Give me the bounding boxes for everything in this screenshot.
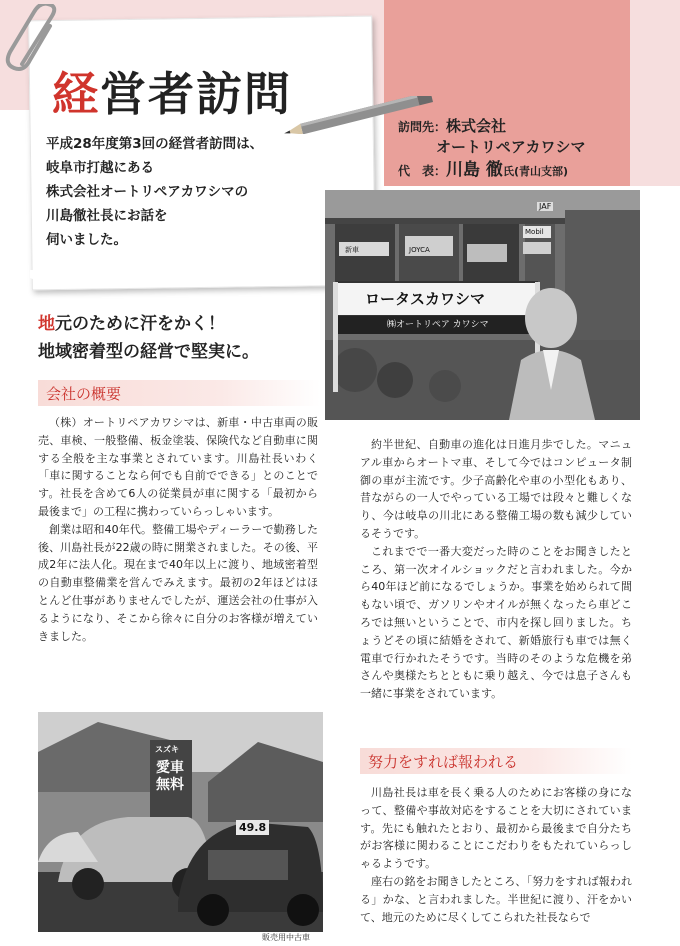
banner-brand: スズキ [155,745,179,754]
intro-text [46,132,346,252]
headline [38,310,259,366]
intro-line: 岐阜市打越にある [46,160,154,176]
effort-text [360,784,632,926]
intro-line: 川島徹社長にお話を [46,208,168,224]
visit-label: 訪問先： [398,120,447,134]
window-sign: 新車 [345,246,359,254]
window-sign: Mobil [525,228,544,236]
company-name-2: オートリペアカワシマ [436,138,586,156]
price-tag: 49.8 [236,820,269,835]
paragraph: 川島社長は車を長く乗る人のためにお客様の身になって、整備や事故対応をすることを大切にされています。先にも触れたとおり、最初から最後まで自分たちがお客様に関わることにこだわりをもたれていらっしゃるようです。 [360,786,632,871]
used-car-photo [38,712,323,932]
paragraph: 約半世紀、自動車の進化は日進月歩でした。マニュアル車からオートマ車、そして今ではコンピュータ制御の車が主流です。少子高齢化や車の小型化もあり、昔ながらの一人でやっている工場では段々と難しくなり、今は岐阜の川北にある整備工場の数も減少しているそうです。 [360,438,632,540]
title-first-char: 経 [52,67,100,121]
window-sign: JAF [539,202,552,211]
page-title [52,58,292,124]
car-lot-illustration [38,712,323,932]
headline-line2: 地域密着型の経営で堅実に。 [38,342,259,362]
rep-label: 代 表： [398,164,447,178]
company-name-1: 株式会社 [446,117,507,135]
rep-name: 川島 徹 [446,160,503,180]
paragraph: （株）オートリペアカワシマは、新車・中古車両の販売、車検、一般整備、板金塗装、保険代など自動車に関する全般を主な事業とされています。川島社長いわく「車に関することなら何でも自前でできる」とのことです。社長を含めて6人の従業員が車に関する「最初から最後まで」の工程に携わっていらっしゃいます。 [38,416,318,518]
rep-suffix: 氏 [502,165,514,178]
rep-branch: (青山支部) [513,165,568,178]
history-text [360,436,632,703]
title-rest: 営者訪問 [100,67,292,121]
section-header-company [38,380,320,406]
headline-first-char: 地 [38,314,55,334]
window-sign: JOYCA [409,246,430,254]
paragraph: 創業は昭和40年代。整備工場やディーラーで勤務した後、川島社長が22歳の時に開業されました。その後、平成2年に法人化。現在まで40年以上に渡り、地域密着型の自動車整備業を営んでみえます。最初の2年ほどはほとんど仕事がありませんでしたが、運送会社の仕事が入るようになり、そこから徐々に自分のお客様が増えていきました。 [38,522,318,643]
shop-sign-text: ロータスカワシマ [365,290,486,308]
intro-line: 株式会社オートリペアカワシマの [46,184,249,200]
intro-line: 伺いました。 [46,232,127,248]
torn-edge [30,270,372,288]
storefront-photo [325,190,640,420]
paragraph: これまでで一番大変だった時のことをお聞きしたところ、第一次オイルショックだと言われました。今から40年ほど前になるでしょうか。事業を始められて間もない頃で、ガソリンやオイルが無くなったら車どころでは無いということで、市内を探し回りました。ちょうどその頃に結婚をされて、新婚旅行も車では無く電車で行かれたそうです。当時のそのような危機を弟さんや奥様たちとともに乗り越え、今では息子さんも一緒に事業をされています。 [360,544,632,701]
shop-sign-subtext: ㈱オートリペア カワシマ [387,320,489,330]
header-right-strip [630,0,680,186]
section-title-company: 会社の概要 [46,385,122,403]
section-title-effort: 努力をすれば報われる [368,753,519,771]
intro-line: 平成28年度第3回の経営者訪問は、 [46,136,264,152]
banner-text: 愛車無料 [156,760,184,793]
paragraph: 座右の銘をお聞きしたところ、「努力をすれば報われる」かな、と言われました。半世紀に渡り、汗をかいて、地元のために尽くしてこられた社長ならで [360,874,632,924]
photo-caption: 販売用中古車 [262,933,310,942]
section-header-effort [360,748,632,774]
company-overview-text [38,414,318,645]
visit-info [398,116,586,182]
headline-line1: 元のために汗をかく！ [55,314,225,334]
